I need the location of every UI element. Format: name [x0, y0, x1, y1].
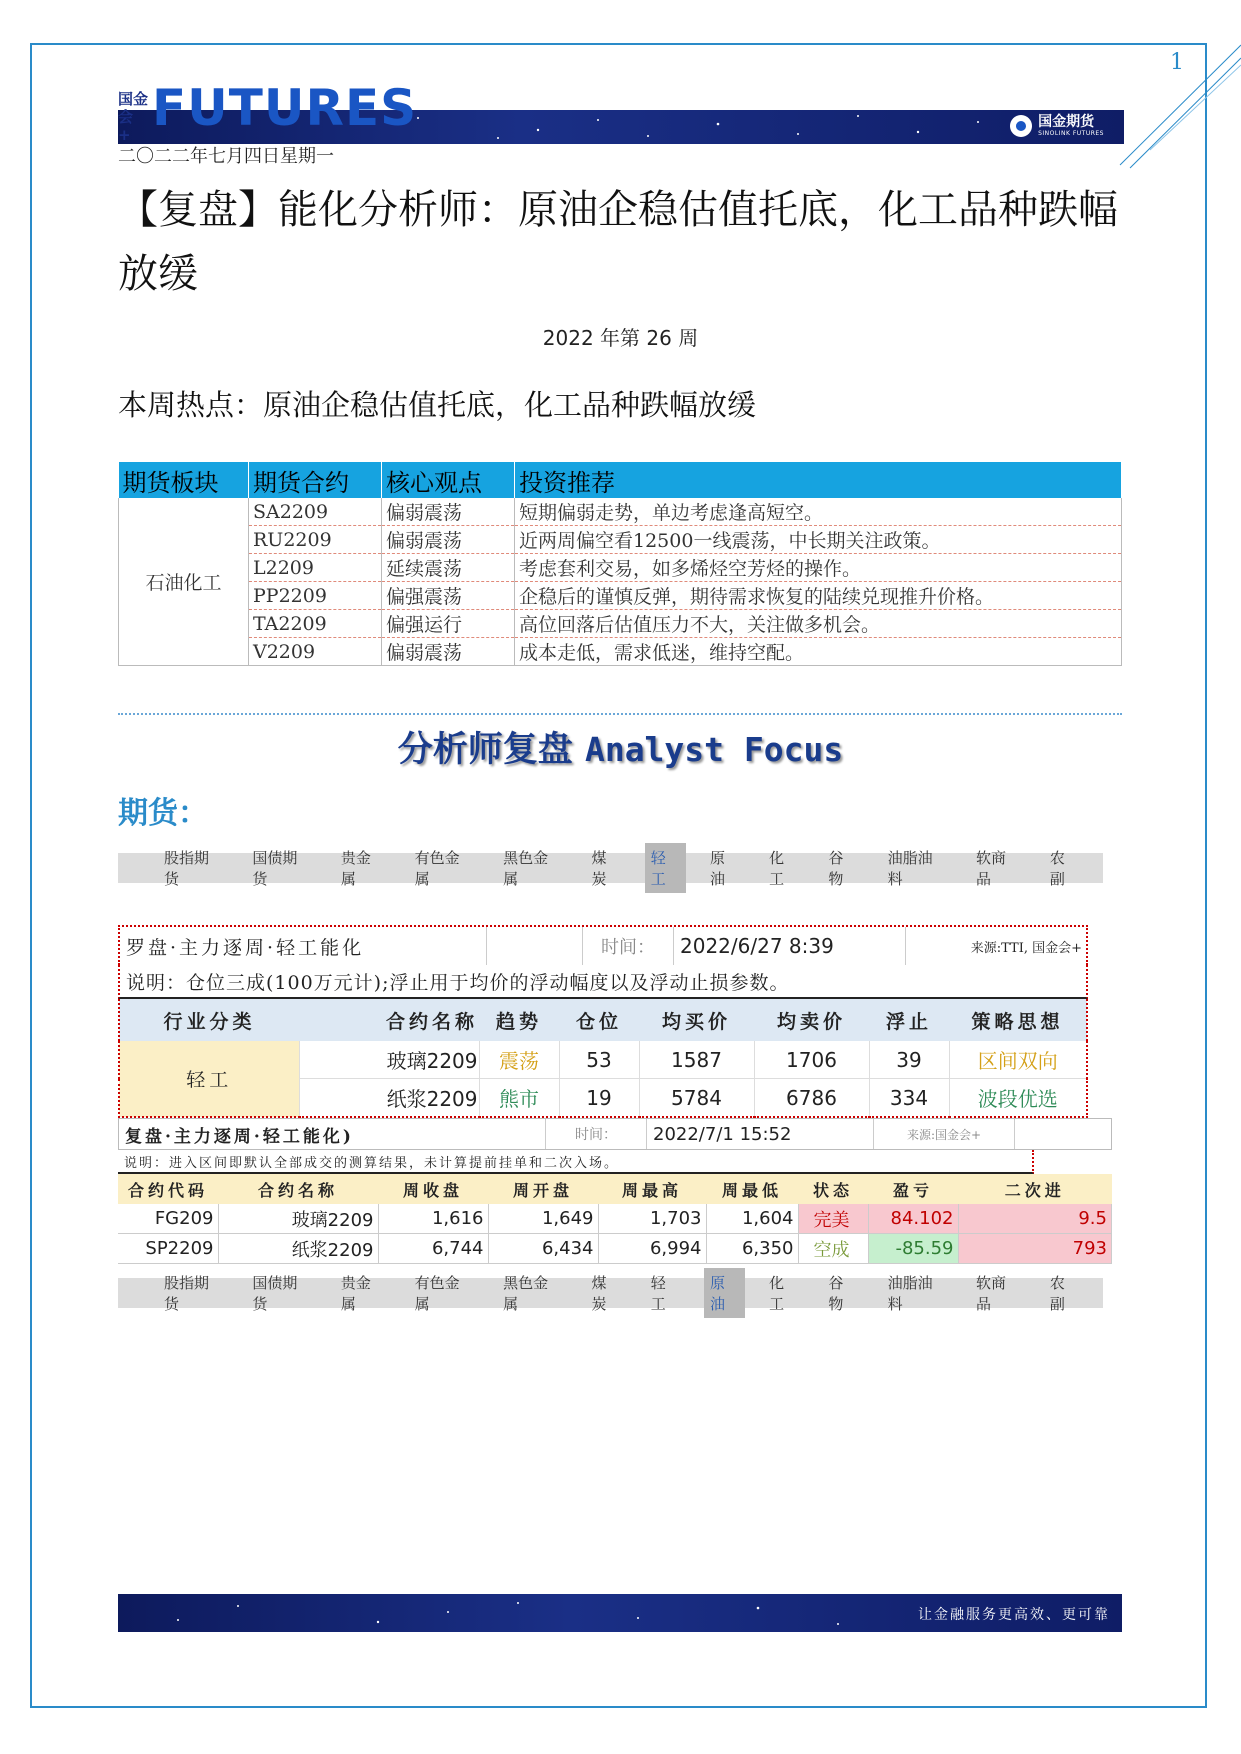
logo-futures: FUTURES [152, 79, 418, 137]
review-header: 周最高 [598, 1174, 706, 1204]
review-header: 盈亏 [868, 1174, 958, 1204]
summary-table [118, 462, 1122, 666]
weekly-hot-topic: 本周热点：原油企稳估值托底，化工品种跌幅放缓 [118, 388, 757, 422]
review-time-label: 时间： [545, 1119, 646, 1149]
review-table [118, 1174, 1112, 1264]
summary-sector: 石油化工 [119, 498, 249, 666]
summary-advice: 考虑套利交易，如多烯烃空芳烃的操作。 [515, 554, 1122, 582]
review-code: SP2209 [118, 1234, 218, 1264]
review-header: 合约名称 [218, 1174, 378, 1204]
summary-advice: 短期偏弱走势，单边考虑逢高短空。 [515, 498, 1122, 526]
weekly-position: 19 [559, 1079, 639, 1118]
summary-header-advice: 投资推荐 [515, 462, 1122, 498]
table-row [119, 1041, 1087, 1079]
review-time: 2022/7/1 15:52 [646, 1119, 873, 1149]
summary-advice: 近两周偏空看12500一线震荡，中长期关注政策。 [515, 526, 1122, 554]
summary-header-view: 核心观点 [382, 462, 515, 498]
weekly-sector: 轻工 [119, 1041, 299, 1117]
table-row [119, 610, 1122, 638]
weekly-header: 策略思想 [949, 999, 1087, 1041]
footer-banner [118, 1594, 1122, 1632]
table-row [119, 638, 1122, 666]
review-note: 说明：进入区间即默认全部成交的测算结果，未计算提前挂单和二次入场。 [118, 1150, 1034, 1174]
nav-item-active[interactable]: 原油 [704, 1268, 745, 1318]
review-pnl: 84.102 [868, 1204, 958, 1234]
summary-view: 偏弱震荡 [382, 526, 515, 554]
weekly-title: 罗盘·主力逐周·轻工能化 [126, 936, 365, 959]
corner-decoration [1110, 30, 1241, 170]
weekly-strategy: 区间双向 [949, 1041, 1087, 1079]
summary-advice: 高位回落后估值压力不大，关注做多机会。 [515, 610, 1122, 638]
nav-item[interactable]: 有色金属 [414, 849, 460, 888]
review-status: 完美 [798, 1204, 868, 1234]
analyst-focus-heading [0, 722, 1241, 772]
weekly-float-stop: 334 [869, 1079, 949, 1118]
review-name: 玻璃2209 [218, 1204, 378, 1234]
summary-view: 偏弱震荡 [382, 498, 515, 526]
nav-item[interactable]: 谷物 [828, 849, 844, 888]
weekly-header: 均卖价 [754, 999, 869, 1041]
weekly-source: 来源:TTI, 国金会+ [905, 927, 1086, 965]
footer-slogan: 让金融服务更高效、更可靠 [918, 1607, 1110, 1623]
nav-item[interactable]: 原油 [709, 849, 725, 888]
table-row [119, 582, 1122, 610]
weekly-header: 仓位 [559, 999, 639, 1041]
weekly-contract-name: 纸浆2209 [299, 1079, 479, 1118]
review-close: 1,616 [378, 1204, 488, 1234]
summary-contract: V2209 [249, 638, 382, 666]
weekly-trend: 熊市 [479, 1079, 559, 1118]
nav-item[interactable]: 煤炭 [591, 849, 607, 888]
category-nav-2 [118, 1274, 1103, 1313]
nav-item[interactable]: 油脂油料 [887, 849, 933, 888]
review-second-entry: 793 [958, 1234, 1112, 1264]
nav-item[interactable]: 贵金属 [340, 849, 371, 888]
weekly-avg-buy: 1587 [639, 1041, 754, 1079]
weekly-contract-name: 玻璃2209 [299, 1041, 479, 1079]
weekly-table [118, 999, 1088, 1118]
nav-item[interactable]: 谷物 [828, 1274, 844, 1313]
brand-logo [1010, 115, 1104, 137]
table-row [118, 1204, 1112, 1234]
review-header: 状态 [798, 1174, 868, 1204]
review-high: 1,703 [598, 1204, 706, 1234]
weekly-avg-buy: 5784 [639, 1079, 754, 1118]
weekly-header: 行业分类 [119, 999, 299, 1041]
table-row [119, 526, 1122, 554]
summary-header-contract: 期货合约 [249, 462, 382, 498]
nav-item[interactable]: 有色金属 [414, 1274, 460, 1313]
weekly-position: 53 [559, 1041, 639, 1079]
nav-item[interactable]: 煤炭 [591, 1274, 607, 1313]
nav-item[interactable]: 油脂油料 [887, 1274, 933, 1313]
weekly-trend: 震荡 [479, 1041, 559, 1079]
weekly-header: 合约名称 [299, 999, 479, 1041]
summary-view: 偏强震荡 [382, 582, 515, 610]
weekly-position-box [118, 925, 1088, 1118]
weekly-avg-sell: 1706 [754, 1041, 869, 1079]
nav-item[interactable]: 软商品 [976, 1274, 1007, 1313]
review-low: 6,350 [706, 1234, 798, 1264]
summary-contract: RU2209 [249, 526, 382, 554]
brand-mark-icon [1010, 115, 1032, 137]
logo-cn: 国金会 + [118, 90, 149, 144]
weekly-header: 趋势 [479, 999, 559, 1041]
review-close: 6,744 [378, 1234, 488, 1264]
review-header: 周最低 [706, 1174, 798, 1204]
nav-item[interactable]: 软商品 [976, 849, 1007, 888]
review-name: 纸浆2209 [218, 1234, 378, 1264]
review-header: 周开盘 [488, 1174, 598, 1204]
page-number: 1 [1170, 50, 1184, 75]
review-source: 来源:国金会+ [873, 1119, 1014, 1149]
review-header: 二次进 [958, 1174, 1112, 1204]
review-second-entry: 9.5 [958, 1204, 1112, 1234]
brand-en: SINOLINK FUTURES [1038, 130, 1104, 137]
table-row [119, 498, 1122, 526]
review-open: 6,434 [488, 1234, 598, 1264]
review-open: 1,649 [488, 1204, 598, 1234]
table-row [119, 554, 1122, 582]
nav-item-active[interactable]: 轻工 [645, 843, 686, 893]
weekly-time-label: 时间： [582, 927, 673, 965]
summary-view: 偏弱震荡 [382, 638, 515, 666]
nav-item[interactable]: 轻工 [650, 1274, 666, 1313]
review-pnl: -85.59 [868, 1234, 958, 1264]
weekly-time: 2022/6/27 8:39 [673, 927, 905, 965]
nav-item[interactable]: 股指期货 [164, 849, 210, 888]
nav-item[interactable]: 化工 [769, 849, 785, 888]
weekly-header: 均买价 [639, 999, 754, 1041]
review-low: 1,604 [706, 1204, 798, 1234]
nav-item[interactable]: 股指期货 [164, 1274, 210, 1313]
report-date: 二〇二二年七月四日星期一 [118, 146, 334, 167]
weekly-header: 浮止 [869, 999, 949, 1041]
brand-cn: 国金期货 [1038, 114, 1095, 130]
weekly-float-stop: 39 [869, 1041, 949, 1079]
weekly-review-box [118, 1118, 1112, 1264]
review-code: FG209 [118, 1204, 218, 1234]
weekly-note: 说明：仓位三成(100万元计);浮止用于均价的浮动幅度以及浮动止损参数。 [118, 965, 1088, 999]
nav-item[interactable]: 国债期货 [252, 849, 298, 888]
review-title: 复盘·主力逐周·轻工能化) [125, 1126, 354, 1147]
week-label: 2022 年第 26 周 [542, 326, 699, 350]
nav-item[interactable]: 农副 [1049, 1274, 1065, 1313]
review-header: 合约代码 [118, 1174, 218, 1204]
section-divider [118, 713, 1122, 715]
summary-header-sector: 期货板块 [119, 462, 249, 498]
weekly-avg-sell: 6786 [754, 1079, 869, 1118]
category-nav-1 [118, 849, 1103, 888]
page-title: 【复盘】能化分析师：原油企稳估值托底，化工品种跌幅放缓 [118, 187, 1118, 297]
nav-item[interactable]: 黑色金属 [503, 849, 549, 888]
summary-advice: 成本走低，需求低迷，维持空配。 [515, 638, 1122, 666]
review-status: 空成 [798, 1234, 868, 1264]
review-high: 6,994 [598, 1234, 706, 1264]
summary-contract: TA2209 [249, 610, 382, 638]
focus-cn: 分析师复盘 [397, 730, 573, 770]
focus-en: Analyst Focus [584, 730, 844, 769]
review-header: 周收盘 [378, 1174, 488, 1204]
table-row [118, 1234, 1112, 1264]
futures-label: 期货： [118, 796, 208, 831]
weekly-strategy: 波段优选 [949, 1079, 1087, 1118]
nav-item[interactable]: 农副 [1049, 849, 1065, 888]
summary-contract: SA2209 [249, 498, 382, 526]
nav-item[interactable]: 化工 [769, 1274, 785, 1313]
summary-contract: L2209 [249, 554, 382, 582]
nav-item[interactable]: 贵金属 [340, 1274, 371, 1313]
nav-item[interactable]: 国债期货 [252, 1274, 298, 1313]
summary-view: 延续震荡 [382, 554, 515, 582]
summary-contract: PP2209 [249, 582, 382, 610]
summary-advice: 企稳后的谨慎反弹，期待需求恢复的陆续兑现推升价格。 [515, 582, 1122, 610]
summary-view: 偏强运行 [382, 610, 515, 638]
nav-item[interactable]: 黑色金属 [503, 1274, 549, 1313]
